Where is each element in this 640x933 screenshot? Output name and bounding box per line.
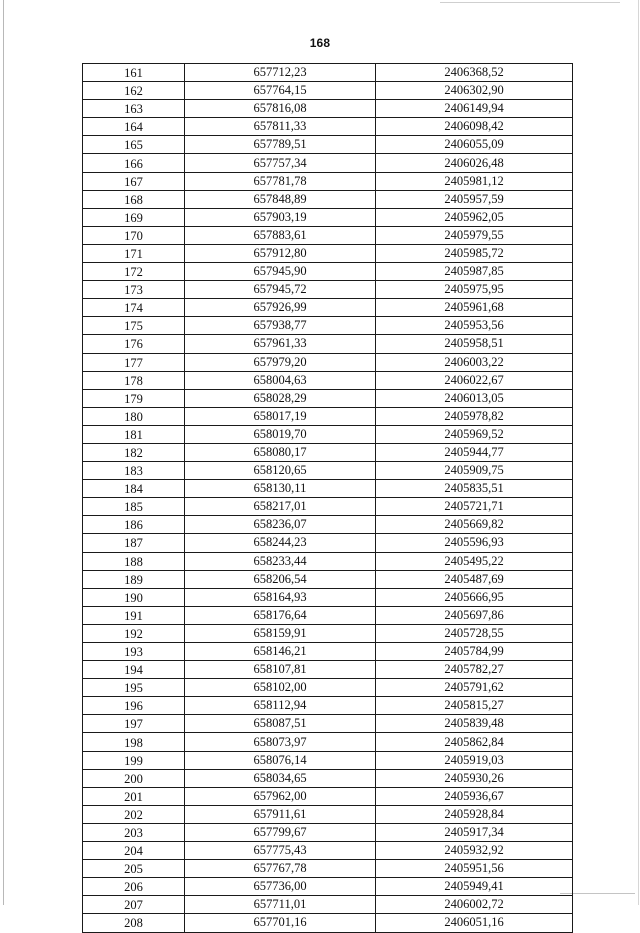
- table-row: [83, 733, 573, 751]
- x-coordinate-cell: 657848,89: [185, 190, 376, 208]
- point-number-cell: 180: [83, 407, 185, 425]
- point-number-cell: 184: [83, 480, 185, 498]
- table-row: [83, 679, 573, 697]
- x-coordinate-cell: 657781,78: [185, 172, 376, 190]
- point-number-cell: 169: [83, 208, 185, 226]
- table-row: [83, 516, 573, 534]
- y-coordinate-cell: 2406026,48: [376, 154, 573, 172]
- table-row: [83, 118, 573, 136]
- x-coordinate-cell: 658004,63: [185, 371, 376, 389]
- table-row: [83, 534, 573, 552]
- point-number-cell: 196: [83, 697, 185, 715]
- y-coordinate-cell: 2406302,90: [376, 82, 573, 100]
- point-number-cell: 164: [83, 118, 185, 136]
- x-coordinate-cell: 657883,61: [185, 226, 376, 244]
- table-row: [83, 643, 573, 661]
- scan-right-edge: [638, 0, 639, 905]
- point-number-cell: 173: [83, 281, 185, 299]
- point-number-cell: 199: [83, 751, 185, 769]
- point-number-cell: 161: [83, 64, 185, 82]
- table-row: [83, 263, 573, 281]
- x-coordinate-cell: 658102,00: [185, 679, 376, 697]
- x-coordinate-cell: 658087,51: [185, 715, 376, 733]
- table-row: [83, 878, 573, 896]
- x-coordinate-cell: 657757,34: [185, 154, 376, 172]
- point-number-cell: 207: [83, 896, 185, 914]
- table-row: [83, 317, 573, 335]
- y-coordinate-cell: 2405962,05: [376, 208, 573, 226]
- y-coordinate-cell: 2405917,34: [376, 823, 573, 841]
- table-row: [83, 353, 573, 371]
- table-row: [83, 443, 573, 461]
- table-row: [83, 480, 573, 498]
- table-row: [83, 570, 573, 588]
- x-coordinate-cell: 657962,00: [185, 787, 376, 805]
- point-number-cell: 204: [83, 842, 185, 860]
- point-number-cell: 202: [83, 805, 185, 823]
- table-row: [83, 498, 573, 516]
- point-number-cell: 183: [83, 462, 185, 480]
- y-coordinate-cell: 2406013,05: [376, 389, 573, 407]
- x-coordinate-cell: 657712,23: [185, 64, 376, 82]
- point-number-cell: 174: [83, 299, 185, 317]
- y-coordinate-cell: 2405930,26: [376, 769, 573, 787]
- point-number-cell: 178: [83, 371, 185, 389]
- table-row: [83, 371, 573, 389]
- point-number-cell: 172: [83, 263, 185, 281]
- table-row: [83, 244, 573, 262]
- x-coordinate-cell: 658080,17: [185, 443, 376, 461]
- point-number-cell: 200: [83, 769, 185, 787]
- x-coordinate-cell: 658130,11: [185, 480, 376, 498]
- point-number-cell: 193: [83, 643, 185, 661]
- y-coordinate-cell: 2405862,84: [376, 733, 573, 751]
- x-coordinate-cell: 657961,33: [185, 335, 376, 353]
- y-coordinate-cell: 2406368,52: [376, 64, 573, 82]
- y-coordinate-cell: 2405978,82: [376, 407, 573, 425]
- x-coordinate-cell: 658159,91: [185, 624, 376, 642]
- table-row: [83, 588, 573, 606]
- point-number-cell: 175: [83, 317, 185, 335]
- point-number-cell: 168: [83, 190, 185, 208]
- y-coordinate-cell: 2405495,22: [376, 552, 573, 570]
- point-number-cell: 189: [83, 570, 185, 588]
- y-coordinate-cell: 2405791,62: [376, 679, 573, 697]
- x-coordinate-cell: 658017,19: [185, 407, 376, 425]
- x-coordinate-cell: 657701,16: [185, 914, 376, 932]
- table-row: [83, 172, 573, 190]
- table-row: [83, 715, 573, 733]
- point-number-cell: 167: [83, 172, 185, 190]
- coordinates-table-body: [83, 64, 573, 933]
- y-coordinate-cell: 2405969,52: [376, 425, 573, 443]
- y-coordinate-cell: 2406002,72: [376, 896, 573, 914]
- scan-top-mark: [440, 2, 620, 3]
- y-coordinate-cell: 2405932,92: [376, 842, 573, 860]
- y-coordinate-cell: 2405784,99: [376, 643, 573, 661]
- y-coordinate-cell: 2405919,03: [376, 751, 573, 769]
- table-row: [83, 407, 573, 425]
- y-coordinate-cell: 2405721,71: [376, 498, 573, 516]
- y-coordinate-cell: 2405839,48: [376, 715, 573, 733]
- x-coordinate-cell: 657912,80: [185, 244, 376, 262]
- table-row: [83, 136, 573, 154]
- x-coordinate-cell: 658233,44: [185, 552, 376, 570]
- point-number-cell: 163: [83, 100, 185, 118]
- y-coordinate-cell: 2405949,41: [376, 878, 573, 896]
- x-coordinate-cell: 657911,61: [185, 805, 376, 823]
- y-coordinate-cell: 2405987,85: [376, 263, 573, 281]
- table-row: [83, 462, 573, 480]
- x-coordinate-cell: 658076,14: [185, 751, 376, 769]
- x-coordinate-cell: 657979,20: [185, 353, 376, 371]
- x-coordinate-cell: 658176,64: [185, 606, 376, 624]
- y-coordinate-cell: 2405487,69: [376, 570, 573, 588]
- table-row: [83, 769, 573, 787]
- point-number-cell: 185: [83, 498, 185, 516]
- table-row: [83, 82, 573, 100]
- table-row: [83, 787, 573, 805]
- table-row: [83, 299, 573, 317]
- x-coordinate-cell: 658112,94: [185, 697, 376, 715]
- y-coordinate-cell: 2405953,56: [376, 317, 573, 335]
- table-row: [83, 226, 573, 244]
- x-coordinate-cell: 658217,01: [185, 498, 376, 516]
- point-number-cell: 165: [83, 136, 185, 154]
- table-row: [83, 281, 573, 299]
- point-number-cell: 179: [83, 389, 185, 407]
- y-coordinate-cell: 2405957,59: [376, 190, 573, 208]
- x-coordinate-cell: 657789,51: [185, 136, 376, 154]
- point-number-cell: 182: [83, 443, 185, 461]
- y-coordinate-cell: 2406098,42: [376, 118, 573, 136]
- x-coordinate-cell: 657799,67: [185, 823, 376, 841]
- y-coordinate-cell: 2405928,84: [376, 805, 573, 823]
- table-row: [83, 805, 573, 823]
- x-coordinate-cell: 657938,77: [185, 317, 376, 335]
- page-number: 168: [309, 36, 331, 50]
- x-coordinate-cell: 658164,93: [185, 588, 376, 606]
- y-coordinate-cell: 2405666,95: [376, 588, 573, 606]
- table-row: [83, 64, 573, 82]
- point-number-cell: 191: [83, 606, 185, 624]
- table-row: [83, 661, 573, 679]
- point-number-cell: 203: [83, 823, 185, 841]
- point-number-cell: 195: [83, 679, 185, 697]
- x-coordinate-cell: 658107,81: [185, 661, 376, 679]
- point-number-cell: 188: [83, 552, 185, 570]
- x-coordinate-cell: 657711,01: [185, 896, 376, 914]
- table-row: [83, 697, 573, 715]
- table-row: [83, 606, 573, 624]
- table-row: [83, 208, 573, 226]
- table-row: [83, 860, 573, 878]
- point-number-cell: 177: [83, 353, 185, 371]
- x-coordinate-cell: 657816,08: [185, 100, 376, 118]
- y-coordinate-cell: 2405961,68: [376, 299, 573, 317]
- y-coordinate-cell: 2405596,93: [376, 534, 573, 552]
- y-coordinate-cell: 2406149,94: [376, 100, 573, 118]
- y-coordinate-cell: 2405909,75: [376, 462, 573, 480]
- y-coordinate-cell: 2405979,55: [376, 226, 573, 244]
- x-coordinate-cell: 658236,07: [185, 516, 376, 534]
- y-coordinate-cell: 2405936,67: [376, 787, 573, 805]
- scan-left-edge: [3, 0, 4, 905]
- point-number-cell: 181: [83, 425, 185, 443]
- y-coordinate-cell: 2406003,22: [376, 353, 573, 371]
- y-coordinate-cell: 2405815,27: [376, 697, 573, 715]
- y-coordinate-cell: 2405975,95: [376, 281, 573, 299]
- x-coordinate-cell: 657945,90: [185, 263, 376, 281]
- point-number-cell: 208: [83, 914, 185, 932]
- coordinates-table: [82, 63, 573, 933]
- x-coordinate-cell: 657764,15: [185, 82, 376, 100]
- x-coordinate-cell: 657903,19: [185, 208, 376, 226]
- point-number-cell: 166: [83, 154, 185, 172]
- point-number-cell: 171: [83, 244, 185, 262]
- x-coordinate-cell: 658244,23: [185, 534, 376, 552]
- y-coordinate-cell: 2405669,82: [376, 516, 573, 534]
- x-coordinate-cell: 657767,78: [185, 860, 376, 878]
- point-number-cell: 186: [83, 516, 185, 534]
- y-coordinate-cell: 2406051,16: [376, 914, 573, 932]
- table-row: [83, 190, 573, 208]
- y-coordinate-cell: 2405944,77: [376, 443, 573, 461]
- table-row: [83, 751, 573, 769]
- x-coordinate-cell: 657945,72: [185, 281, 376, 299]
- x-coordinate-cell: 657775,43: [185, 842, 376, 860]
- table-row: [83, 914, 573, 932]
- point-number-cell: 201: [83, 787, 185, 805]
- table-row: [83, 389, 573, 407]
- point-number-cell: 205: [83, 860, 185, 878]
- table-row: [83, 425, 573, 443]
- x-coordinate-cell: 658019,70: [185, 425, 376, 443]
- y-coordinate-cell: 2405835,51: [376, 480, 573, 498]
- point-number-cell: 190: [83, 588, 185, 606]
- table-row: [83, 842, 573, 860]
- y-coordinate-cell: 2405981,12: [376, 172, 573, 190]
- y-coordinate-cell: 2405697,86: [376, 606, 573, 624]
- table-row: [83, 823, 573, 841]
- point-number-cell: 206: [83, 878, 185, 896]
- point-number-cell: 162: [83, 82, 185, 100]
- table-row: [83, 552, 573, 570]
- point-number-cell: 170: [83, 226, 185, 244]
- point-number-cell: 187: [83, 534, 185, 552]
- y-coordinate-cell: 2405951,56: [376, 860, 573, 878]
- y-coordinate-cell: 2406022,67: [376, 371, 573, 389]
- x-coordinate-cell: 657926,99: [185, 299, 376, 317]
- y-coordinate-cell: 2405958,51: [376, 335, 573, 353]
- x-coordinate-cell: 658206,54: [185, 570, 376, 588]
- x-coordinate-cell: 658146,21: [185, 643, 376, 661]
- x-coordinate-cell: 657736,00: [185, 878, 376, 896]
- y-coordinate-cell: 2405782,27: [376, 661, 573, 679]
- y-coordinate-cell: 2406055,09: [376, 136, 573, 154]
- x-coordinate-cell: 658120,65: [185, 462, 376, 480]
- x-coordinate-cell: 657811,33: [185, 118, 376, 136]
- point-number-cell: 197: [83, 715, 185, 733]
- point-number-cell: 198: [83, 733, 185, 751]
- point-number-cell: 176: [83, 335, 185, 353]
- table-row: [83, 335, 573, 353]
- x-coordinate-cell: 658034,65: [185, 769, 376, 787]
- table-row: [83, 624, 573, 642]
- y-coordinate-cell: 2405985,72: [376, 244, 573, 262]
- point-number-cell: 192: [83, 624, 185, 642]
- y-coordinate-cell: 2405728,55: [376, 624, 573, 642]
- table-row: [83, 100, 573, 118]
- x-coordinate-cell: 658028,29: [185, 389, 376, 407]
- point-number-cell: 194: [83, 661, 185, 679]
- table-row: [83, 154, 573, 172]
- x-coordinate-cell: 658073,97: [185, 733, 376, 751]
